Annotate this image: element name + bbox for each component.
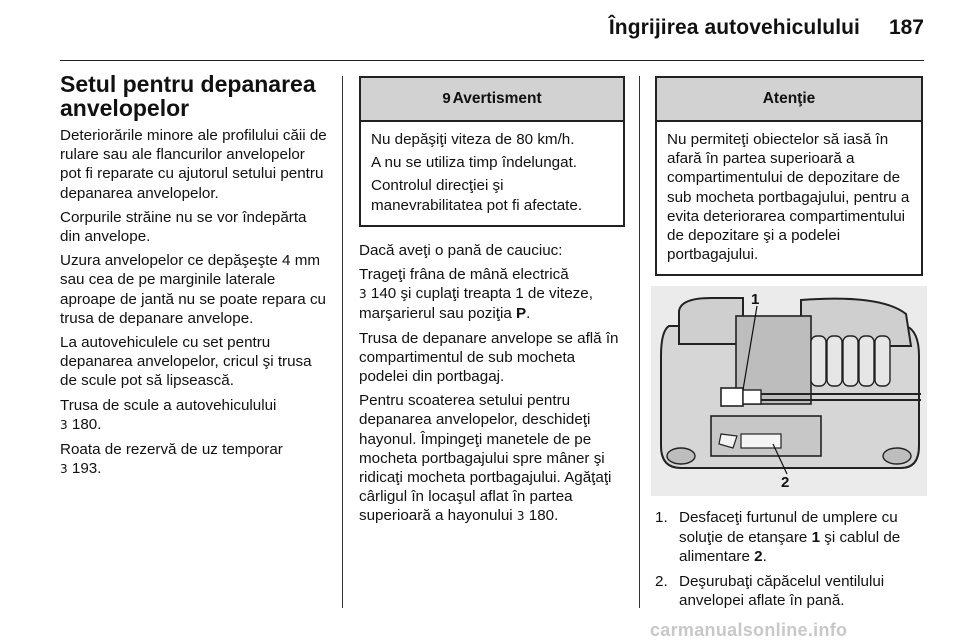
caution-header [657,78,921,122]
middle-column [359,76,625,532]
section-heading: Setul pentru depanarea anvelopelor [60,71,316,121]
arrow-ref-icon: 3 [359,287,367,302]
parking-brake-instruction [359,265,625,324]
toolkit-page-link[interactable]: 180. [71,415,102,433]
toolkit-reference [60,396,330,435]
left-column [60,72,330,484]
warning-title: Avertisment [452,90,542,108]
page-number: 187 [888,16,924,39]
paragraph: Corpurile străine nu se vor îndepărta din anvelope. [60,208,307,246]
instruction-text: Pentru scoaterea setului pentru depanarea anvelopelor, deschideţi hayonul. Împingeţi manetele de pe mocheta portbagajului spre mâner şi ridicaţi mocheta portbagajului. Agăţaţi cârligul în locaşul aflat în partea superioară a hayonului [359,392,612,525]
paragraph: Uzura anvelopelor ce depăşeşte 4 mm sau cea de pe marginile laterale aproape de jantă nu se poate repara cu trusa de depanare anvelope. [60,252,326,327]
arrow-ref-icon: 3 [60,462,68,477]
arrow-ref-icon: 3 [60,417,68,432]
paragraph: Dacă aveţi o pană de cauciuc: [359,241,563,259]
paragraph: Deteriorările minore ale profilului căii de rulare sau ale flancurilor anvelopelor pot fi reparate cu ajutorul setului pentru depanarea anvelopelor. [60,127,327,202]
tailgate-page-link[interactable]: 180. [528,507,559,525]
punctuation: . [526,305,531,323]
warning-triangle-icon: 9 [442,90,451,108]
spare-wheel-reference [60,440,330,479]
watermark: carmanualsonline.info [650,620,848,640]
brake-page-link[interactable]: 140 [370,285,397,303]
gear-position-p: P [516,305,527,323]
column-divider-right [639,76,640,608]
removal-instruction [359,391,625,526]
instruction-text: Trageţi frâna de mână electrică [359,266,569,284]
list-item [655,572,923,610]
callout-ref-2: 2 [754,547,763,565]
warning-box [359,76,625,227]
warning-line: Nu depăşiţi viteza de 80 km/h. [371,131,575,148]
paragraph: Trusa de depanare anvelope se află în compartimentul de sub mocheta podelei din portbagaj. [359,329,619,386]
caution-text: Nu permiteţi obiectelor să iasă în afară în partea superioară a compartimentului de depozitare de sub mocheta portbagajului, pentru a evita deteriorarea compartimentului de depozitare şi a podelei portbagajului. [667,131,910,264]
step-text: şi cablul de alimentare [679,528,901,565]
column-divider-left [342,76,343,608]
callout-2-label: 2 [781,474,790,492]
warning-line: Controlul direcţiei şi manevrabilitatea pot fi afectate. [371,177,583,214]
right-column [655,76,923,616]
spare-text: Roata de rezervă de uz temporar [60,441,283,459]
step-number: 1. [655,509,668,527]
spare-page-link[interactable]: 193. [71,460,102,478]
warning-body [361,122,623,225]
step-number: 2. [655,573,668,591]
paragraph: La autovehiculele cu set pentru depanarea anvelopelor, cricul şi trusa de scule pot să lipsească. [60,334,312,390]
instruction-text: şi cuplaţi treapta 1 de viteze, marşarierul sau poziţia [359,285,593,323]
punctuation: . [762,547,767,565]
step-text: Desfaceţi furtunul de umplere cu soluţie de etanşare [679,509,898,546]
step-list [655,508,923,610]
warning-header [361,78,623,122]
repair-kit-illustration [651,286,927,496]
callout-1-label: 1 [751,291,760,309]
header-title: Îngrijirea autovehiculului [608,16,860,39]
callout-ref-1: 1 [811,528,821,546]
caution-body [657,122,921,274]
caution-box [655,76,923,276]
repair-kit-figure [651,286,927,496]
arrow-ref-icon: 3 [516,509,525,524]
list-item [655,508,923,566]
toolkit-text: Trusa de scule a autovehiculului [60,396,277,414]
warning-line: A nu se utiliza timp îndelungat. [371,154,578,172]
caution-title: Atenţie [762,90,816,108]
header-rule [60,60,924,61]
step-text: Deşurubaţi căpăcelul ventilului anvelopei aflate în pană. [679,573,885,610]
